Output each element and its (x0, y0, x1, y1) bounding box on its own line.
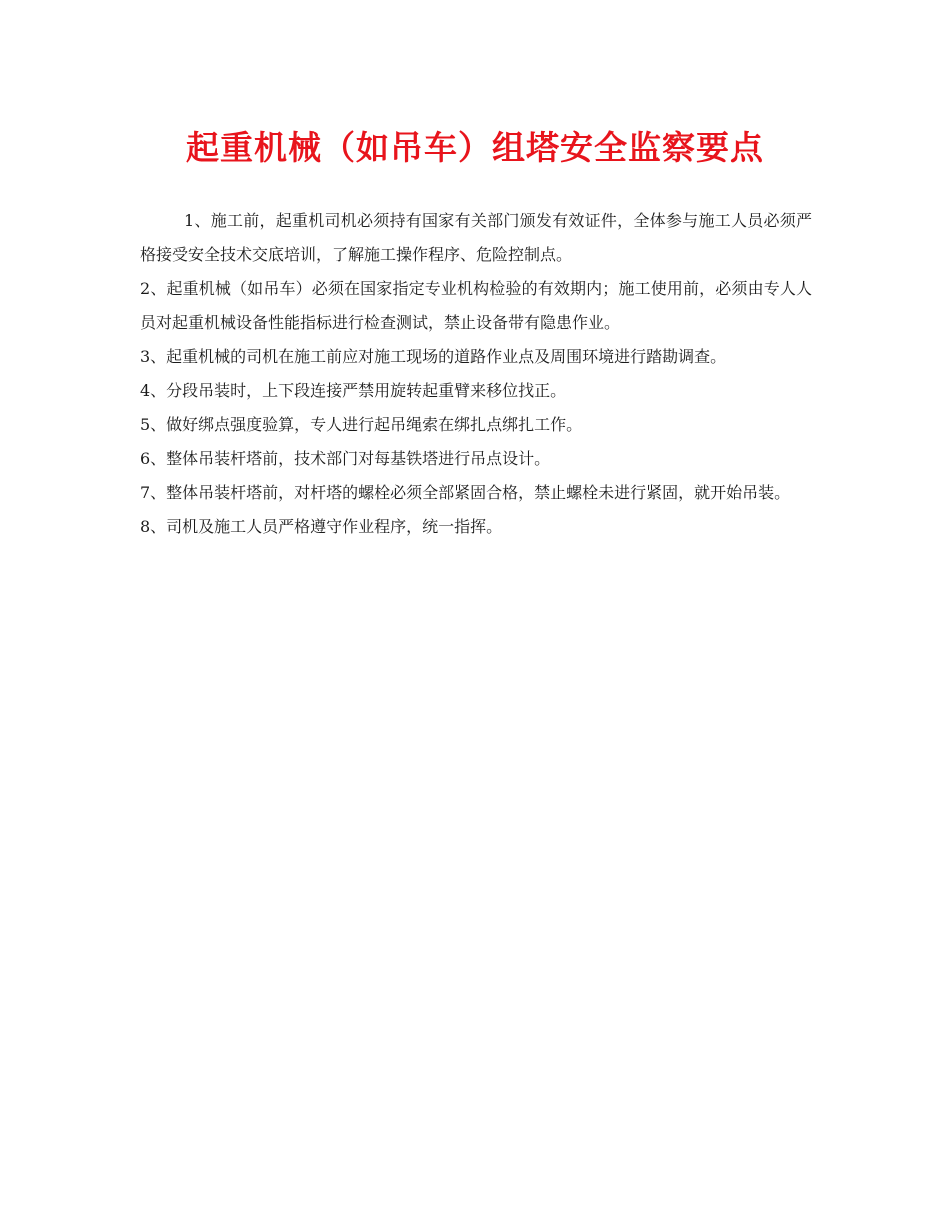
list-item-4: 4、分段吊装时，上下段连接严禁用旋转起重臂来移位找正。 (140, 381, 567, 400)
list-item-5: 5、做好绑点强度验算，专人进行起吊绳索在绑扎点绑扎工作。 (140, 415, 583, 434)
list-item-8: 8、司机及施工人员严格遵守作业程序，统一指挥。 (140, 517, 503, 536)
list-item-2: 2、起重机械（如吊车）必须在国家指定专业机构检验的有效期内；施工使用前，必须由专人人员对起重机械设备性能指标进行检查测试，禁止设备带有隐患作业。 (140, 279, 812, 332)
document-body (140, 204, 812, 544)
list-item-3: 3、起重机械的司机在施工前应对施工现场的道路作业点及周围环境进行踏勘调查。 (140, 347, 727, 366)
list-item-6: 6、整体吊装杆塔前，技术部门对每基铁塔进行吊点设计。 (140, 449, 551, 468)
list-item-7: 7、整体吊装杆塔前，对杆塔的螺栓必须全部紧固合格，禁止螺栓未进行紧固，就开始吊装。 (140, 483, 791, 502)
page-title: 起重机械（如吊车）组塔安全监察要点 (186, 128, 764, 167)
list-item-1: 1、施工前，起重机司机必须持有国家有关部门颁发有效证件，全体参与施工人员必须严格接受安全技术交底培训，了解施工操作程序、危险控制点。 (140, 211, 812, 264)
